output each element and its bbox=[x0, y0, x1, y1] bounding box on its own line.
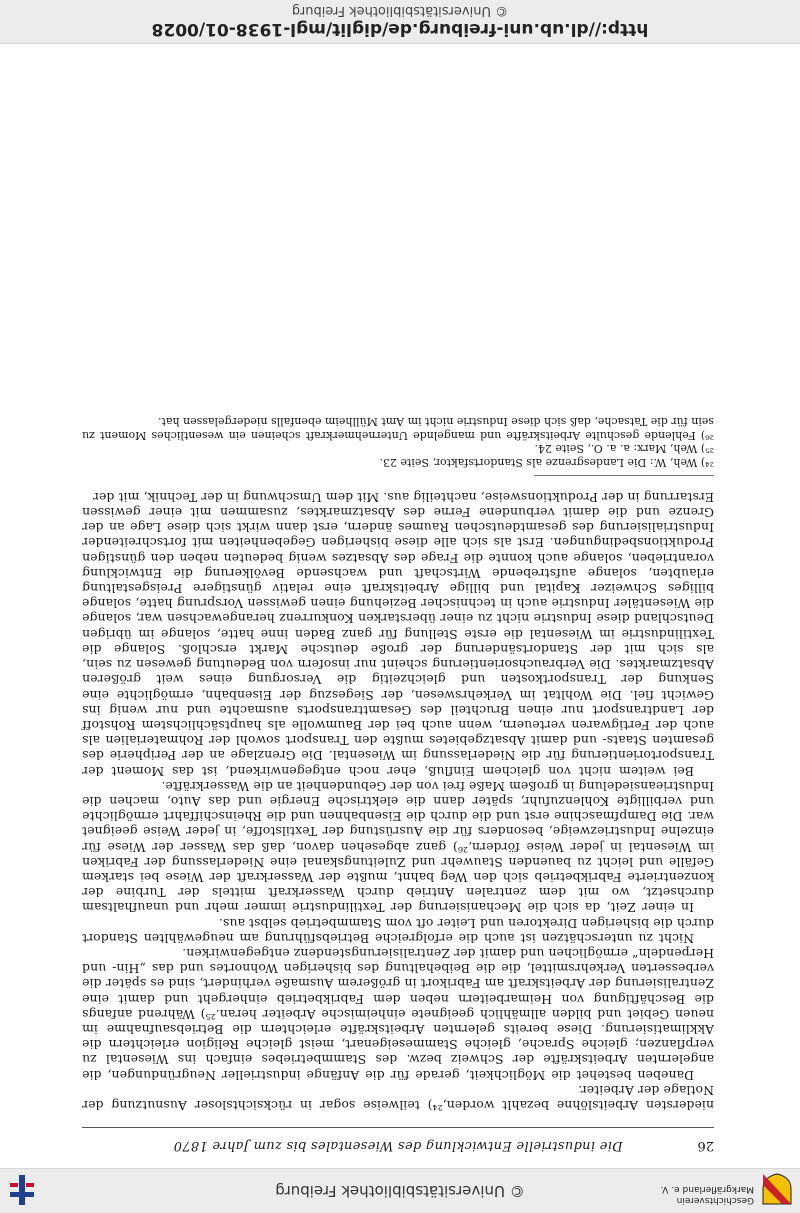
running-head bbox=[82, 1127, 714, 1153]
page-number: 26 bbox=[697, 1138, 714, 1153]
paragraph: Daneben bestehet die Möglichkeit, gerade für die Anfänge industrieller Neugründungen, die angelernten Arbeitskräfte der Schweiz bezw. des Stammbetriebes einfach ins Wiesental zu verpflanzen; gleiche Sprache, gleiche Stammeseigenart, meist gleiche Religion erleichtern die Akklimatisierung. Diese bereits gelernten Arbeitskräfte erleichtern die Betriebsaufnahme im neuen Gebiet und bilden allmählich geeignete einheimische Arbeiter heran.²⁵) Während anfangs die Beschäftigung von Heimarbeitern neben dem Fabrikbetrieb einhergeht und damit eine Zentralisierung der Arbeitskraft am Fabrikort in größerem Ausmaße verhindert, sind es später die verbesserten Verkehrsmittel, die die Beibehaltung des bisherigen Wohnortes und das „Hin- und Herpendeln“ ermöglichen und damit der Zentralisierungstendenz entgegenwirken. bbox=[82, 945, 714, 1083]
paragraph: Bei weitem nicht von gleichem Einfluß, eher noch entgegenwirkend, ist das Moment der Transportorientierung für die Niederlassung im Wiesental. Die Grenzlage an der Peripherie des gesamten Staats- und damit Absatzgebietes mußte den Transport sowohl der Rohmaterialien als auch der Fertigwaren verteuern, wenn auch bei der Baumwolle als hauptsächlichstem Rohstoff der Landtransport nur einen Bruchteil des Gesamttransports ausmachte und nur wenig ins Gewicht fiel. Die Wohltat im Verkehrswesen, der Siegeszug der Eisenbahn, ermöglichte eine Senkung der Transportkosten und gleichzeitig die Versorgung eines weit größeren Absatzmarktes. Die Verbrauchsorientierung scheint nur insofern von Bedeutung gewesen zu sein, als sich mit der Standortsänderung der große deutsche Markt erschloß. Solange die Textilindustrie im Wiesental die erste Stellung für ganz Baden inne hatte, solange im übrigen Deutschland diese Industrie nicht zu einer überstarken Konkurrenz herangewachsen war, solange die Wiesentäler Industrie auch in technischer Beziehung einen gewissen Vorsprung hatte, solange billiges Schweizer Kapital und billige Arbeitskraft eine relativ günstigere Preisgestaltung erlaubten, solange aufstrebende Wirtschaft und wachsende Bevölkerung die Entwicklung vorantrieben, solange auch konnte die Frage des Absatzes wenig bedeuten neben den günstigen Produktionsbedingungen. Erst als sich alle diese bisherigen Gegebenheiten mit fortschreitender Industrialisierung des gesamtdeutschen Raumes ändern, erst dann wirkt sich diese Lage an der Grenze und die damit verbundene Ferne des Absatzmarktes, zusammen mit einer gewissen Erstarrung in der Produktionsweise, nachteilig aus. Mit dem Umschwung in der Technik, mit der bbox=[82, 489, 714, 779]
permalink-url[interactable]: http://dl.ub.uni-freiburg.de/diglit/mgl-1938-01/0028 bbox=[151, 19, 649, 39]
paragraph: In einer Zeit, da sich die Mechanisierung der Textilindustrie immer mehr und unaufhaltsam durchsetzt, wo mit dem zentralen Antrieb durch Wasserkraft mittels der Turbine der konzentrierte Fabrikbetrieb sich den Weg bahnt, mußte der Wasserkraft der Wiese bei starkem Gefälle und leicht zu bauenden Stauwehr und Zuleitungskanal eine Niederlassung der Fabriken im Wiesental in jeder Weise fördern,²⁶) ganz abgesehen davon, daß das Wasser der Wiese für einzelne Industriezweige, besonders für die Ausrüstung der Textilstoffe, in jeder Weise geeignet war. Die Dampfmaschine erst und die durch die Eisenbahnen und die Rheinschiffahrt ermöglichte und verbilligte Kohlenzufuhr, später dann die elektrische Energie und das Auto, machen die Industrieansiedelung in großem Maße frei von der Gebundenheit an die Wasserkräfte. bbox=[82, 778, 714, 916]
bottom-copyright: © Universitätsbibliothek Freiburg bbox=[291, 3, 509, 18]
footnote: ²⁶) Fehlende geschulte Arbeitskräfte und mangelnde Unternehmerkraft scheinen ein wesentliches Moment zu sein für die Tatsache, daß sich diese Industrie nicht im Amt Müllheim ebenfalls niedergelassen hat. bbox=[82, 415, 714, 442]
footnotes bbox=[82, 415, 714, 476]
viewer-top-bar bbox=[0, 1168, 800, 1213]
running-title: Die industrielle Entwicklung des Wiesentales bis zum Jahre 1870 bbox=[173, 1138, 623, 1153]
top-copyright: © Universitätsbibliothek Freiburg bbox=[275, 1182, 525, 1200]
scanned-page bbox=[82, 53, 714, 1153]
university-library-logo[interactable] bbox=[8, 1173, 36, 1207]
viewer-bottom-bar bbox=[0, 0, 800, 44]
association-name: Geschichtsverein Markgräflerland e. V. bbox=[660, 1184, 754, 1205]
paragraph: Nicht zu unterschätzen ist auch die erfolgreiche Betriebsführung am neugewählten Standort durch die bisherigen Direktoren und Leiter oft vom Stammbetrieb selbst aus. bbox=[82, 915, 714, 946]
paragraph: niedersten Arbeitslöhne bezahlt worden,²⁴) teilweise sogar in rücksichtsloser Ausnutzung der Notlage der Arbeiter. bbox=[82, 1082, 714, 1113]
footnote: ²⁴) Weh, W.: Die Landesgrenze als Standortsfaktor, Seite 23. bbox=[379, 455, 714, 469]
footnote: ²⁵) Weh, Marx: a. a. O., Seite 24. bbox=[534, 442, 714, 456]
body-text bbox=[82, 490, 714, 1113]
